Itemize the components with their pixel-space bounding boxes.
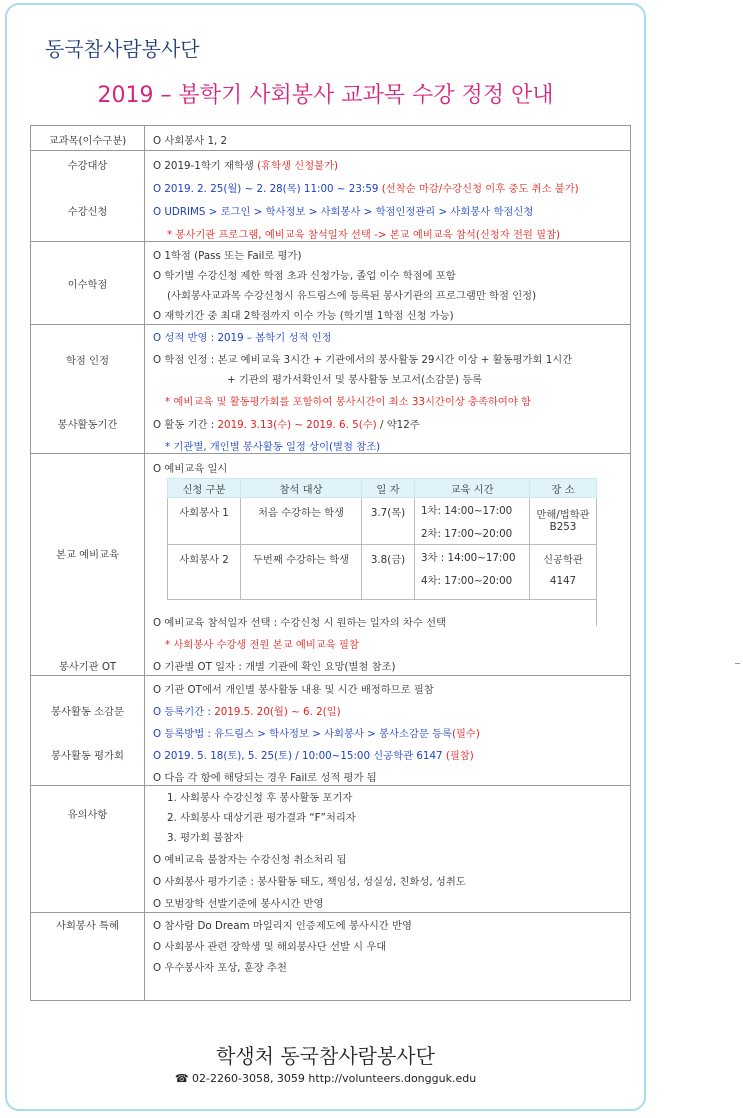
row-pre-education xyxy=(31,454,631,676)
row-label: 교과목(이수구분) xyxy=(48,135,127,147)
place-building: 신공학관 xyxy=(543,554,583,566)
label-cell xyxy=(31,126,145,151)
text-line: O 학점 인정 : 본교 예비교육 3시간 + 기관에서의 봉사활동 29시간 이상 + 활동평가회 1시간 xyxy=(153,354,573,366)
row-credits xyxy=(31,242,631,325)
schedule-header-cell: 신청 구분 xyxy=(168,479,241,498)
place-room: B253 xyxy=(549,521,577,533)
schedule-place xyxy=(530,545,597,600)
footer-org: 학생처 동국참사람봉사단 xyxy=(216,1044,435,1068)
label-cell xyxy=(31,242,145,325)
text-line: O 1학점 (Pass 또는 Fail로 평가) xyxy=(153,250,302,262)
time-slot: 4차: 17:00~20:00 xyxy=(421,575,513,587)
text-line: O 기관별 OT 일자 : 개별 기관에 확인 요망(별첨 참조) xyxy=(153,661,396,673)
text-segment: (필수) xyxy=(451,728,480,740)
schedule-target: 처음 수강하는 학생 xyxy=(241,498,362,545)
text-line xyxy=(153,747,474,762)
schedule-row xyxy=(168,498,597,545)
text-segment: O 2019. 5. 18(토), 5. 25(토) / 10:00~15:00 신공학관 6147 xyxy=(153,750,446,762)
label-cell xyxy=(31,913,145,1001)
row-label: 봉사기관 OT xyxy=(58,661,117,673)
text-line: O 학기별 수강신청 제한 학점 초과 신청가능, 졸업 이수 학점에 포함 xyxy=(153,270,456,282)
row-label: 유의사항 xyxy=(67,809,108,821)
schedule-type: 사회봉사 1 xyxy=(168,498,241,545)
row-label: 봉사활동 소감문 xyxy=(51,706,124,718)
content-cell xyxy=(145,151,631,242)
text-line xyxy=(153,180,579,195)
schedule-header xyxy=(168,479,597,498)
content-cell xyxy=(145,913,631,1001)
page-title: 2019 – 봄학기 사회봉사 교과목 수강 정정 안내 xyxy=(97,83,554,108)
schedule-type: 사회봉사 2 xyxy=(168,545,241,600)
row-report xyxy=(31,676,631,786)
schedule-place xyxy=(530,498,597,545)
schedule-table xyxy=(167,478,597,626)
notice-table xyxy=(30,125,631,1001)
text-line: O 재학기간 중 최대 2학점까지 이수 가능 (학기별 1학점 신청 가능) xyxy=(153,310,454,322)
text-line: O 사회봉사 평가기준 : 봉사활동 태도, 책임성, 성실성, 친화성, 성취도 xyxy=(153,876,466,888)
text-segment: (필참) xyxy=(445,750,474,762)
row-credit-recognition xyxy=(31,325,631,454)
schedule-row xyxy=(168,545,597,600)
row-label: 수강대상 xyxy=(67,160,108,172)
schedule-time xyxy=(415,545,530,600)
text-line: O 모범장학 선발기준에 봉사시간 반영 xyxy=(153,898,324,910)
text-segment: O 2019. 2. 25(월) ~ 2. 28(목) 11:00 ~ 23:59 xyxy=(153,183,382,195)
label-cell xyxy=(31,151,145,242)
course-line: O 사회봉사 1, 2 xyxy=(153,135,228,147)
row-registration xyxy=(31,151,631,242)
text-line: O 우수봉사자 포상, 훈장 추천 xyxy=(153,962,287,974)
label-cell xyxy=(31,786,145,913)
text-line: * 예비교육 및 활동평가회를 포함하여 봉사시간이 최소 33시간이상 충족하여야 함 xyxy=(165,396,532,408)
text-line xyxy=(153,725,480,740)
text-line: O 성적 반영 : 2019 – 봄학기 성적 인정 xyxy=(153,332,332,344)
text-segment: O 등록기간 : xyxy=(153,706,215,718)
text-segment: O 활동 기간 : xyxy=(153,419,218,431)
text-line xyxy=(153,416,420,431)
text-line: 2. 사회봉사 대상기관 평가결과 “F”처리자 xyxy=(167,812,356,824)
place-building: 만해/법학관 xyxy=(536,509,590,521)
text-line: * 기관별, 개인별 봉사활동 일정 상이(별첨 참조) xyxy=(165,441,381,453)
schedule-header-cell: 일 자 xyxy=(362,479,415,498)
place-room: 4147 xyxy=(549,575,577,587)
row-label: 사회봉사 특혜 xyxy=(56,920,119,932)
row-label: 학점 인정 xyxy=(65,355,110,367)
text-line: O 예비교육 불참자는 수강신청 취소처리 됨 xyxy=(153,854,347,866)
time-slot: 2차: 17:00~20:00 xyxy=(421,528,513,540)
row-label: 이수학점 xyxy=(67,279,108,291)
schedule-time xyxy=(415,498,530,545)
content-cell xyxy=(145,242,631,325)
text-line: O 기관 OT에서 개인별 봉사활동 내용 및 시간 배정하므로 필참 xyxy=(153,684,434,696)
content-cell xyxy=(145,126,631,151)
text-segment: (휴학생 신청불가) xyxy=(257,160,339,172)
text-line: O 예비교육 참석일자 선택 : 수강신청 시 원하는 일자의 차수 선택 xyxy=(153,617,446,629)
text-line: (사회봉사교과목 수강신청시 유드림스에 등록된 봉사기관의 프로그램만 학점 인정) xyxy=(167,290,537,302)
content-cell xyxy=(145,454,631,676)
text-line: O 참사람 Do Dream 마일리지 인증제도에 봉사시간 반영 xyxy=(153,920,412,932)
row-notes xyxy=(31,786,631,913)
row-label: 본교 예비교육 xyxy=(56,549,119,561)
content-cell xyxy=(145,676,631,786)
text-line: * 봉사기관 프로그램, 예비교육 참석일자 선택 -> 본교 예비교육 참석(신청자 전원 필참) xyxy=(167,229,561,241)
content-cell xyxy=(145,786,631,913)
schedule-header-cell: 장 소 xyxy=(530,479,597,498)
schedule-date: 3.7(목) xyxy=(362,498,415,545)
text-segment: 2019. 3.13(수) ~ 2019. 6. 5(수) xyxy=(217,419,377,431)
footer-contact xyxy=(0,1072,651,1085)
content-cell xyxy=(145,325,631,454)
schedule-header-cell: 참석 대상 xyxy=(241,479,362,498)
text-line: O 사회봉사 관련 장학생 및 해외봉사단 선발 시 우대 xyxy=(153,941,387,953)
org-name: 동국참사람봉사단 xyxy=(45,37,200,61)
text-segment: O 등록방법 : 유드림스 > 학사정보 > 사회봉사 > 봉사소감문 등록 xyxy=(153,728,452,740)
row-label: 봉사활동 평가회 xyxy=(51,750,124,762)
row-label: 수강신청 xyxy=(67,206,108,218)
time-slot: 1차: 14:00~17:00 xyxy=(421,505,513,517)
schedule-date: 3.8(금) xyxy=(362,545,415,600)
text-segment: 2019.5. 20(월) ~ 6. 2(일) xyxy=(214,706,341,718)
phone-icon: ☎ xyxy=(174,1072,189,1085)
text-line: 1. 사회봉사 수강신청 후 봉사활동 포기자 xyxy=(167,792,353,804)
text-line: + 기관의 평가서확인서 및 봉사활동 보고서(소감문) 등록 xyxy=(227,374,483,386)
text-line: O UDRIMS > 로그인 > 학사정보 > 사회봉사 > 학점인정관리 > 사회봉사 학점신청 xyxy=(153,206,534,218)
text-line: O 다음 각 항에 해당되는 경우 Fail로 성적 평가 됨 xyxy=(153,772,377,784)
row-benefits xyxy=(31,913,631,1001)
text-line xyxy=(153,157,338,172)
text-line xyxy=(153,703,341,718)
row-course-type xyxy=(31,126,631,151)
label-cell xyxy=(31,325,145,454)
spacer-cell xyxy=(530,600,597,626)
time-slot: 3차 : 14:00~17:00 xyxy=(421,552,516,564)
schedule-header-cell: 교육 시간 xyxy=(415,479,530,498)
edge-mark xyxy=(735,663,740,664)
text-line: 3. 평가회 불참자 xyxy=(167,832,244,844)
label-cell xyxy=(31,676,145,786)
schedule-target: 두번째 수강하는 학생 xyxy=(241,545,362,600)
contact-text: 02-2260-3058, 3059 http://volunteers.dongguk.edu xyxy=(192,1072,477,1085)
label-cell xyxy=(31,454,145,676)
text-segment: / 약12주 xyxy=(376,419,420,431)
text-line: * 사회봉사 수강생 전원 본교 예비교육 필참 xyxy=(165,639,359,651)
row-label: 봉사활동기간 xyxy=(57,419,118,431)
text-line: O 예비교육 일시 xyxy=(153,463,228,475)
text-segment: O 2019-1학기 재학생 xyxy=(153,160,258,172)
text-segment: (선착순 마감/수강신청 이후 중도 취소 불가) xyxy=(381,183,579,195)
